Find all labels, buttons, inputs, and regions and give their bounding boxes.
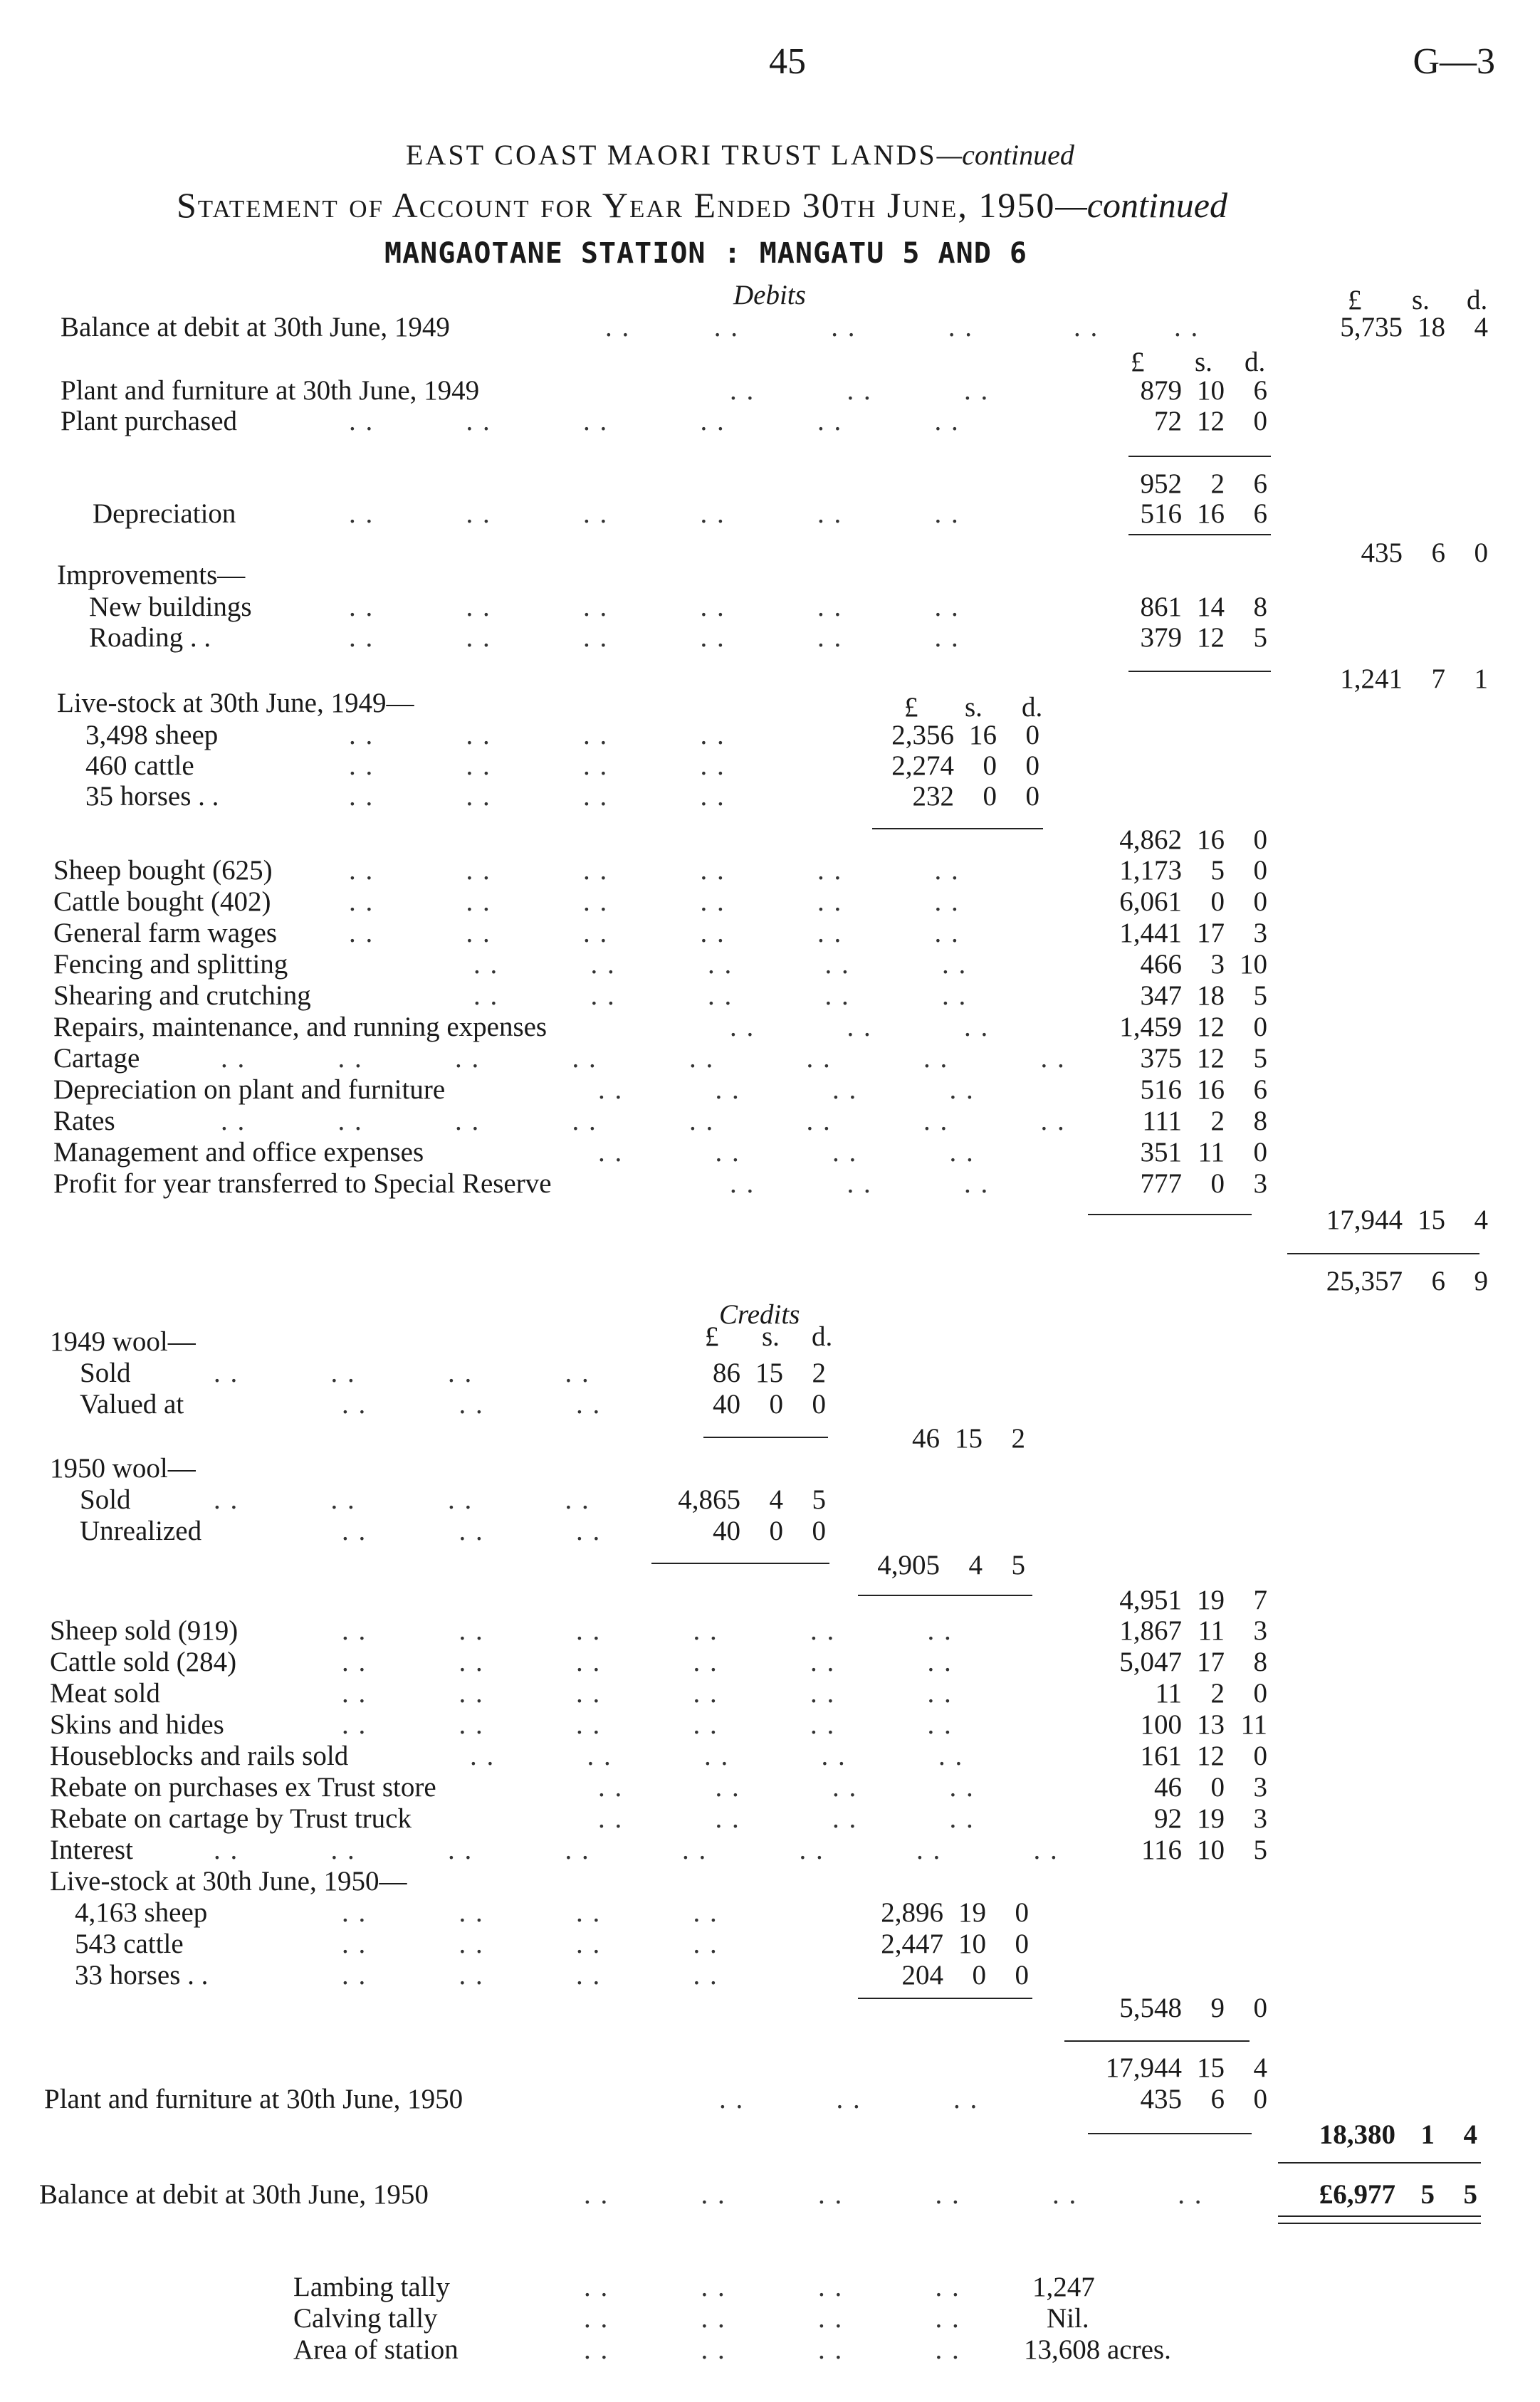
leader-dots: . . . . . . . . . . . . <box>349 622 960 653</box>
leader-dots: . . . . . . . . . . . . <box>342 1709 953 1740</box>
wool-1949-valued-label: Valued at <box>80 1389 184 1420</box>
leader-dots: . . . . . . . . <box>349 750 726 781</box>
sale-pounds: 100 <box>1140 1709 1182 1740</box>
rule <box>872 828 1043 829</box>
expense-shillings: 18 <box>1197 980 1225 1011</box>
expense-pence: 5 <box>1253 980 1267 1011</box>
debits-heading: Debits <box>733 280 806 310</box>
expense-pounds: 6,061 <box>1119 886 1182 917</box>
sale-pence: 3 <box>1253 1772 1267 1803</box>
leader-dots: . . . . . . . . <box>598 1772 975 1803</box>
plant-subtotal-pence: 6 <box>1253 468 1267 499</box>
leader-dots: . . . . . . . . <box>598 1074 975 1105</box>
balance-1950-shillings: 5 <box>1420 2179 1435 2210</box>
wool-1949-sold-shillings: 15 <box>755 1358 783 1388</box>
improvements-label: Improvements— <box>57 560 246 590</box>
credits-shilling-header: s. <box>762 1321 780 1352</box>
wool-1949-valued-shillings: 0 <box>769 1389 783 1420</box>
tally-label: Lambing tally <box>293 2272 450 2302</box>
expense-shillings: 0 <box>1210 1168 1225 1199</box>
roading-pence: 5 <box>1253 622 1267 653</box>
leader-dots: . . . . . . . . . . <box>473 980 968 1011</box>
expense-pounds: 466 <box>1140 949 1182 980</box>
wool-1949-label: 1949 wool— <box>50 1326 196 1357</box>
rule <box>1064 2040 1250 2042</box>
wool-total-pence: 7 <box>1253 1585 1267 1615</box>
livestock-1950-item-shillings: 0 <box>972 1960 986 1991</box>
leader-dots: . . . . . . . . <box>342 1960 718 1991</box>
rule <box>1088 1214 1252 1215</box>
sale-shillings: 10 <box>1197 1835 1225 1865</box>
livestock-1949-item-pounds: 2,274 <box>891 750 954 781</box>
tally-value: 1,247 <box>1032 2272 1095 2302</box>
expense-pounds: 1,459 <box>1119 1012 1182 1042</box>
expense-shillings: 3 <box>1210 949 1225 980</box>
plant-1949-shillings: 10 <box>1197 375 1225 406</box>
leader-dots: . . . . . . <box>730 1012 990 1042</box>
livestock-1950-item-shillings: 19 <box>958 1897 986 1928</box>
expense-pence: 6 <box>1253 1074 1267 1105</box>
rule <box>858 1595 1032 1596</box>
sale-label: Houseblocks and rails sold <box>50 1741 349 1771</box>
leader-dots: . . . . . . . . <box>598 1803 975 1834</box>
new-buildings-shillings: 14 <box>1197 592 1225 622</box>
livestock-1950-item-pence: 0 <box>1015 1929 1029 1959</box>
wool-1950-sold-pounds: 4,865 <box>678 1484 740 1515</box>
expense-pence: 0 <box>1253 886 1267 917</box>
leader-dots: . . . . . . . . . . . . <box>349 498 960 529</box>
livestock-1949-item-label: 35 horses . . <box>85 781 219 812</box>
new-buildings-label: New buildings <box>89 592 252 622</box>
sale-label: Interest <box>50 1835 133 1865</box>
improvements-total-pence: 1 <box>1474 664 1488 694</box>
expense-pounds: 516 <box>1140 1074 1182 1105</box>
sale-pounds: 46 <box>1154 1772 1182 1803</box>
leader-dots: . . . . . . <box>342 1516 602 1546</box>
wool-total-pounds: 4,951 <box>1119 1585 1182 1615</box>
credits-subtotal-pounds: 17,944 <box>1105 2052 1182 2083</box>
expense-pounds: 347 <box>1140 980 1182 1011</box>
expenses-total-pence: 4 <box>1474 1205 1488 1235</box>
leader-dots: . . . . . . . . <box>342 1929 718 1959</box>
expense-label: Fencing and splitting <box>53 949 288 980</box>
sale-shillings: 13 <box>1197 1709 1225 1740</box>
roading-pounds: 379 <box>1140 622 1182 653</box>
leader-dots: . . . . . . . . . . . . <box>605 312 1200 342</box>
tally-value: Nil. <box>1047 2303 1089 2334</box>
expense-pounds: 777 <box>1140 1168 1182 1199</box>
debits-grand-total-pence: 9 <box>1474 1266 1488 1296</box>
leader-dots: . . . . . . <box>730 375 990 406</box>
new-buildings-pence: 8 <box>1253 592 1267 622</box>
tally-label: Area of station <box>293 2334 459 2365</box>
leader-dots: . . . . . . . . <box>584 2272 960 2302</box>
expense-pence: 0 <box>1253 1012 1267 1042</box>
statement-title-suffix: —continued <box>1055 185 1227 225</box>
wool-1949-valued-pounds: 40 <box>713 1389 740 1420</box>
plant-1950-shillings: 6 <box>1210 2084 1225 2114</box>
expense-label: Rates <box>53 1106 115 1136</box>
expense-shillings: 2 <box>1210 1106 1225 1136</box>
sale-pounds: 11 <box>1155 1678 1182 1709</box>
leader-dots: . . . . . . . . <box>214 1484 590 1515</box>
rule <box>858 1998 1032 1999</box>
col2-shilling-header: s. <box>1195 347 1212 377</box>
livestock-1950-item-label: 4,163 sheep <box>75 1897 208 1928</box>
livestock-1950-total-shillings: 9 <box>1210 1993 1225 2023</box>
sale-label: Rebate on purchases ex Trust store <box>50 1772 436 1803</box>
new-buildings-pounds: 861 <box>1140 592 1182 622</box>
plant-subtotal-shillings: 2 <box>1210 468 1225 499</box>
leader-dots: . . . . . . . . <box>342 1897 718 1928</box>
tally-label: Calving tally <box>293 2303 438 2334</box>
sale-shillings: 12 <box>1197 1741 1225 1771</box>
leader-dots: . . . . . . . . <box>598 1137 975 1168</box>
livestock-1950-item-pounds: 204 <box>901 1960 943 1991</box>
wool-1949-net-shillings: 15 <box>955 1423 983 1454</box>
title-main <box>406 140 1074 171</box>
depreciation-label: Depreciation <box>93 498 236 529</box>
tally-value: 13,608 acres. <box>1024 2334 1171 2365</box>
sale-shillings: 19 <box>1197 1803 1225 1834</box>
livestock-1950-total-pounds: 5,548 <box>1119 1993 1182 2023</box>
expense-pence: 8 <box>1253 1106 1267 1136</box>
wool-1949-net-pounds: 46 <box>912 1423 940 1454</box>
wool-1950-unrealized-pounds: 40 <box>713 1516 740 1546</box>
leader-dots: . . . . . . . . . . . . . . . . <box>221 1043 1066 1074</box>
wool-1950-sold-shillings: 4 <box>769 1484 783 1515</box>
livestock-1949-item-pounds: 232 <box>912 781 954 812</box>
sale-pounds: 161 <box>1140 1741 1182 1771</box>
rule <box>1128 534 1271 535</box>
balance-1949-pence: 4 <box>1474 312 1488 342</box>
livestock-1950-item-pounds: 2,896 <box>881 1897 943 1928</box>
sale-pence: 0 <box>1253 1741 1267 1771</box>
plant-1950-label: Plant and furniture at 30th June, 1950 <box>44 2084 463 2114</box>
sale-label: Sheep sold (919) <box>50 1615 239 1646</box>
sale-shillings: 11 <box>1198 1615 1225 1646</box>
balance-1950-label: Balance at debit at 30th June, 1950 <box>39 2179 429 2210</box>
credits-total-pounds: 18,380 <box>1319 2119 1395 2150</box>
credits-pound-header: £ <box>705 1321 719 1352</box>
expense-pence: 0 <box>1253 855 1267 886</box>
balance-1949-label: Balance at debit at 30th June, 1949 <box>61 312 450 342</box>
livestock-1949-item-shillings: 0 <box>983 750 997 781</box>
expense-pounds: 111 <box>1142 1106 1182 1136</box>
leader-dots: . . . . . . <box>730 1168 990 1199</box>
livestock-1950-item-pounds: 2,447 <box>881 1929 943 1959</box>
livestock-1949-total-pence: 0 <box>1253 824 1267 855</box>
sale-pounds: 92 <box>1154 1803 1182 1834</box>
leader-dots: . . . . . . . . <box>584 2334 960 2365</box>
credits-heading: Credits <box>719 1299 800 1330</box>
debits-pence-header: d. <box>1467 285 1488 315</box>
wool-1950-unrealized-pence: 0 <box>812 1516 826 1546</box>
leader-dots: . . . . . . . . . . . . . . . . <box>221 1106 1066 1136</box>
expense-pounds: 1,441 <box>1119 918 1182 948</box>
expense-shillings: 16 <box>1197 1074 1225 1105</box>
leader-dots: . . . . . . . . . . . . . . . . <box>214 1835 1059 1865</box>
expense-shillings: 5 <box>1210 855 1225 886</box>
expense-label: Cattle bought (402) <box>53 886 271 917</box>
plant-1950-pence: 0 <box>1253 2084 1267 2114</box>
double-rule <box>1278 2215 1481 2224</box>
wool-1949-valued-pence: 0 <box>812 1389 826 1420</box>
sale-pounds: 1,867 <box>1119 1615 1182 1646</box>
leader-dots: . . . . . . . . . . . . <box>342 1615 953 1646</box>
leader-dots: . . . . . . . . <box>349 720 726 750</box>
livestock-1949-item-pounds: 2,356 <box>891 720 954 750</box>
statement-title-text: Statement of Account for Year Ended 30th June, 1950 <box>177 185 1056 225</box>
report-code: G—3 <box>1413 41 1495 82</box>
expense-shillings: 11 <box>1198 1137 1225 1168</box>
plant-subtotal-pounds: 952 <box>1140 468 1182 499</box>
expense-label: Depreciation on plant and furniture <box>53 1074 446 1105</box>
plant-purchased-label: Plant purchased <box>61 406 238 436</box>
plant-purchased-shillings: 12 <box>1197 406 1225 436</box>
wool-1950-sold-label: Sold <box>80 1484 131 1515</box>
rule <box>1278 2162 1481 2164</box>
credits-subtotal-pence: 4 <box>1253 2052 1267 2083</box>
depreciation-shillings: 16 <box>1197 498 1225 529</box>
sale-label: Rebate on cartage by Trust truck <box>50 1803 412 1834</box>
expense-shillings: 17 <box>1197 918 1225 948</box>
livestock-1950-item-pence: 0 <box>1015 1960 1029 1991</box>
wool-1950-unrealized-label: Unrealized <box>80 1516 202 1546</box>
sale-label: Meat sold <box>50 1678 160 1709</box>
leader-dots: . . . . . . . . <box>349 781 726 812</box>
rule <box>1128 671 1271 672</box>
col1-pound-header: £ <box>904 692 918 723</box>
depreciation-pence: 6 <box>1253 498 1267 529</box>
leader-dots: . . . . . . . . <box>584 2303 960 2334</box>
sale-label: Cattle sold (284) <box>50 1647 237 1677</box>
wool-1949-sold-pounds: 86 <box>713 1358 740 1388</box>
credits-pence-header: d. <box>812 1321 833 1352</box>
expense-shillings: 12 <box>1197 1043 1225 1074</box>
wool-1950-total-pounds: 4,905 <box>877 1550 940 1580</box>
expense-shillings: 12 <box>1197 1012 1225 1042</box>
station-title: MANGAOTANE STATION : MANGATU 5 AND 6 <box>384 237 1027 270</box>
leader-dots: . . . . . . . . . . . . <box>349 886 960 917</box>
leader-dots: . . . . . . . . . . . . <box>349 592 960 622</box>
sale-pence: 3 <box>1253 1615 1267 1646</box>
expense-pence: 5 <box>1253 1043 1267 1074</box>
livestock-1949-item-pence: 0 <box>1025 781 1039 812</box>
page-number: 45 <box>769 41 806 82</box>
leader-dots: . . . . . . . . . . . . <box>342 1647 953 1677</box>
plant-net-pounds: 435 <box>1361 537 1403 568</box>
expense-pence: 3 <box>1253 1168 1267 1199</box>
livestock-1950-item-label: 33 horses . . <box>75 1960 209 1991</box>
livestock-1950-label: Live-stock at 30th June, 1950— <box>50 1866 407 1897</box>
livestock-1949-item-pence: 0 <box>1025 720 1039 750</box>
leader-dots: . . . . . . . . . . <box>470 1741 964 1771</box>
leader-dots: . . . . . . . . . . . . <box>349 918 960 948</box>
expense-pounds: 1,173 <box>1119 855 1182 886</box>
debits-pound-header: £ <box>1348 285 1362 315</box>
livestock-1949-label: Live-stock at 30th June, 1949— <box>57 688 414 718</box>
sale-pence: 3 <box>1253 1803 1267 1834</box>
debits-grand-total-shillings: 6 <box>1431 1266 1445 1296</box>
statement-title <box>177 185 1227 225</box>
sale-label: Skins and hides <box>50 1709 224 1740</box>
livestock-1949-total-shillings: 16 <box>1197 824 1225 855</box>
expense-pounds: 351 <box>1140 1137 1182 1168</box>
balance-1950-pence: 5 <box>1463 2179 1477 2210</box>
plant-net-shillings: 6 <box>1431 537 1445 568</box>
depreciation-pounds: 516 <box>1140 498 1182 529</box>
livestock-1949-item-shillings: 0 <box>983 781 997 812</box>
expense-label: Sheep bought (625) <box>53 855 273 886</box>
plant-1950-pounds: 435 <box>1140 2084 1182 2114</box>
wool-1949-sold-label: Sold <box>80 1358 131 1388</box>
expense-label: General farm wages <box>53 918 277 948</box>
leader-dots: . . . . . . . . . . <box>473 949 968 980</box>
expense-pence: 0 <box>1253 1137 1267 1168</box>
title-main-suffix: —continued <box>936 139 1074 171</box>
leader-dots: . . . . . . . . . . . . <box>349 855 960 886</box>
wool-1949-net-pence: 2 <box>1011 1423 1025 1454</box>
balance-1949-shillings: 18 <box>1418 312 1445 342</box>
balance-1950-pounds: £6,977 <box>1319 2179 1395 2210</box>
debits-grand-total-pounds: 25,357 <box>1326 1266 1403 1296</box>
leader-dots: . . . . . . <box>719 2084 979 2114</box>
col1-pence-header: d. <box>1022 692 1043 723</box>
sale-shillings: 17 <box>1197 1647 1225 1677</box>
roading-label: Roading . . <box>89 622 211 653</box>
rule <box>1128 456 1271 457</box>
expenses-total-pounds: 17,944 <box>1326 1205 1403 1235</box>
improvements-total-shillings: 7 <box>1431 664 1445 694</box>
sale-pence: 0 <box>1253 1678 1267 1709</box>
expense-label: Profit for year transferred to Special Reserve <box>53 1168 552 1199</box>
leader-dots: . . . . . . <box>342 1389 602 1420</box>
expense-label: Repairs, maintenance, and running expenses <box>53 1012 548 1042</box>
plant-purchased-pence: 0 <box>1253 406 1267 436</box>
credits-total-pence: 4 <box>1463 2119 1477 2150</box>
livestock-1950-total-pence: 0 <box>1253 1993 1267 2023</box>
wool-1950-label: 1950 wool— <box>50 1453 196 1484</box>
col2-pence-header: d. <box>1245 347 1266 377</box>
wool-1950-total-pence: 5 <box>1011 1550 1025 1580</box>
title-main-text: EAST COAST MAORI TRUST LANDS <box>406 139 937 171</box>
col2-pound-header: £ <box>1131 347 1145 377</box>
sale-pounds: 5,047 <box>1119 1647 1182 1677</box>
wool-1950-sold-pence: 5 <box>812 1484 826 1515</box>
credits-subtotal-shillings: 15 <box>1197 2052 1225 2083</box>
expense-label: Management and office expenses <box>53 1137 424 1168</box>
livestock-1949-total-pounds: 4,862 <box>1119 824 1182 855</box>
wool-1949-sold-pence: 2 <box>812 1358 826 1388</box>
livestock-1949-item-pence: 0 <box>1025 750 1039 781</box>
sale-pence: 11 <box>1240 1709 1267 1740</box>
improvements-total-pounds: 1,241 <box>1340 664 1403 694</box>
expense-pence: 10 <box>1240 949 1267 980</box>
expense-label: Shearing and crutching <box>53 980 311 1011</box>
leader-dots: . . . . . . . . . . . . <box>342 1678 953 1709</box>
sale-pounds: 116 <box>1141 1835 1182 1865</box>
sale-shillings: 2 <box>1210 1678 1225 1709</box>
sale-pence: 5 <box>1253 1835 1267 1865</box>
sale-shillings: 0 <box>1210 1772 1225 1803</box>
plant-1949-pence: 6 <box>1253 375 1267 406</box>
balance-1949-pounds: 5,735 <box>1340 312 1403 342</box>
sale-pence: 8 <box>1253 1647 1267 1677</box>
rule <box>651 1563 829 1564</box>
livestock-1950-item-label: 543 cattle <box>75 1929 184 1959</box>
rule <box>1287 1253 1479 1254</box>
debits-shilling-header: s. <box>1412 285 1430 315</box>
plant-net-pence: 0 <box>1474 537 1488 568</box>
leader-dots: . . . . . . . . . . . . <box>584 2179 1203 2210</box>
wool-total-shillings: 19 <box>1197 1585 1225 1615</box>
rule <box>1088 2133 1252 2134</box>
livestock-1949-item-label: 460 cattle <box>85 750 194 781</box>
leader-dots: . . . . . . . . <box>214 1358 590 1388</box>
expense-pence: 3 <box>1253 918 1267 948</box>
livestock-1950-item-pence: 0 <box>1015 1897 1029 1928</box>
expense-label: Cartage <box>53 1043 140 1074</box>
wool-1950-unrealized-shillings: 0 <box>769 1516 783 1546</box>
expense-pounds: 375 <box>1140 1043 1182 1074</box>
livestock-1949-item-label: 3,498 sheep <box>85 720 219 750</box>
expense-shillings: 0 <box>1210 886 1225 917</box>
roading-shillings: 12 <box>1197 622 1225 653</box>
plant-purchased-pounds: 72 <box>1154 406 1182 436</box>
credits-total-shillings: 1 <box>1420 2119 1435 2150</box>
rule <box>703 1437 828 1438</box>
wool-1950-total-shillings: 4 <box>968 1550 983 1580</box>
leader-dots: . . . . . . . . . . . . <box>349 406 960 436</box>
col1-shilling-header: s. <box>965 692 983 723</box>
livestock-1950-item-shillings: 10 <box>958 1929 986 1959</box>
livestock-1949-item-shillings: 16 <box>969 720 997 750</box>
plant-1949-label: Plant and furniture at 30th June, 1949 <box>61 375 480 406</box>
plant-1949-pounds: 879 <box>1140 375 1182 406</box>
expenses-total-shillings: 15 <box>1418 1205 1445 1235</box>
